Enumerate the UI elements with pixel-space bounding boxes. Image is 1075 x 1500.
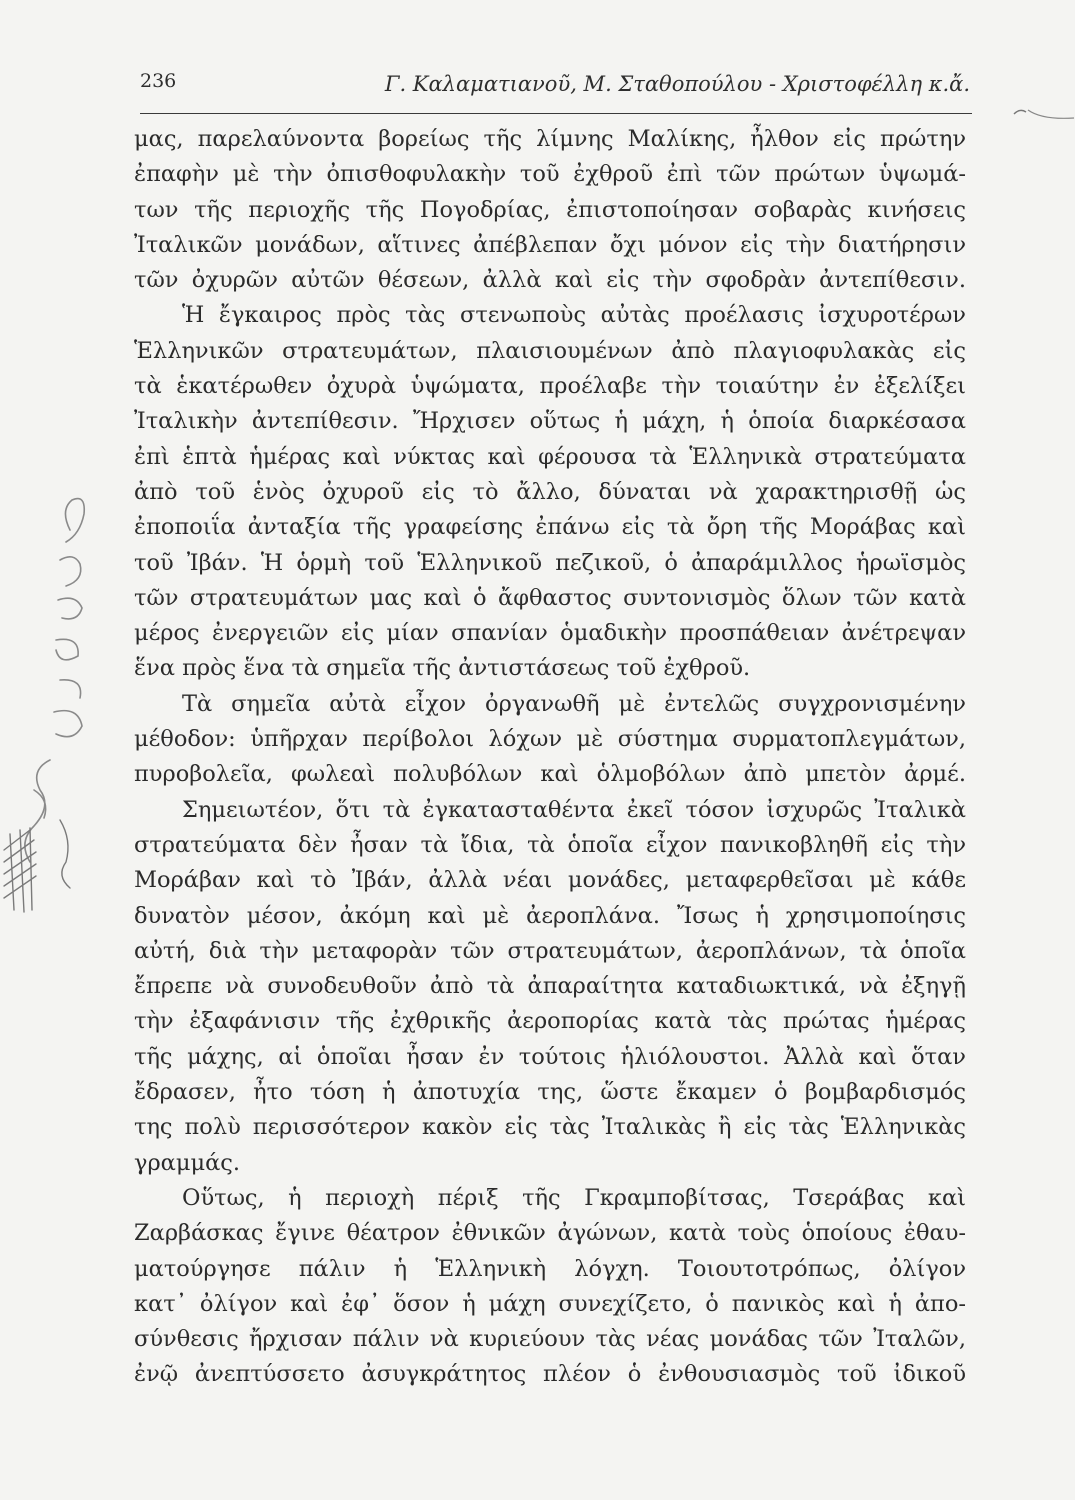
text-line: Σημειωτέον, ὅτι τὰ ἐγκατασταθέντα ἐκεῖ τόσον ἰσχυρῶς Ἰταλικὰ — [182, 796, 966, 823]
text-line: ἔπρεπε νὰ συνοδευθοῦν ἀπὸ τὰ ἀπαραίτητα καταδιωκτικά, νὰ ἐξηγῇ — [134, 973, 966, 1000]
text-line: κατ᾿ ὀλίγον καὶ ἐφ᾿ ὅσον ἡ μάχη συνεχίζετο, ὁ πανικὸς καὶ ἡ ἀπο- — [134, 1290, 966, 1317]
text-line: της πολὺ περισσότερον κακὸν εἰς τὰς Ἰταλικὰς ἢ εἰς τὰς Ἑλληνικὰς — [134, 1114, 966, 1141]
text-line: ἐνῷ ἀνεπτύσσετο ἀσυγκράτητος πλέον ὁ ἐνθουσιασμὸς τοῦ ἰδικοῦ — [134, 1361, 966, 1388]
text-line: πυροβολεῖα, φωλεαὶ πολυβόλων καὶ ὁλμοβόλων ἀπὸ μπετὸν ἀρμέ. — [134, 761, 966, 788]
text-line: Οὕτως, ἡ περιοχὴ πέριξ τῆς Γκραμποβίτσας, Τσεράβας καὶ — [182, 1184, 966, 1211]
running-head: Γ. Καλαματιανοῦ, Μ. Σταθοπούλου - Χριστοφέλλη κ.ἄ. — [384, 72, 970, 96]
text-line: τὰ ἑκατέρωθεν ὀχυρὰ ὑψώματα, προέλαβε τὴν τοιαύτην ἐν ἐξελίξει — [134, 373, 966, 400]
header-rule — [140, 113, 972, 114]
text-line: τῶν ὀχυρῶν αὐτῶν θέσεων, ἀλλὰ καὶ εἰς τὴν σφοδρὰν ἀντεπίθεσιν. — [134, 267, 966, 294]
text-line: Ἰταλικὴν ἀντεπίθεσιν. Ἤρχισεν οὕτως ἡ μάχη, ἡ ὁποία διαρκέσασα — [134, 408, 966, 435]
text-line: ἐποποιΐα ἀνταξία τῆς γραφείσης ἐπάνω εἰς τὰ ὄρη τῆς Μοράβας καὶ — [134, 514, 966, 541]
text-line: ἀπὸ τοῦ ἑνὸς ὀχυροῦ εἰς τὸ ἄλλο, δύναται νὰ χαρακτηρισθῇ ὡς — [134, 478, 966, 505]
corner-pen-mark — [1012, 100, 1075, 130]
text-line: μέρος ἐνεργειῶν εἰς μίαν σπανίαν ὁμαδικὴν προσπάθειαν ἀνέτρεψαν — [134, 620, 966, 647]
text-line: τῶν στρατευμάτων μας καὶ ὁ ἄφθαστος συντονισμὸς ὅλων τῶν κατὰ — [134, 584, 966, 611]
text-line: ἐπὶ ἑπτὰ ἡμέρας καὶ νύκτας καὶ φέρουσα τὰ Ἑλληνικὰ στρατεύματα — [134, 443, 966, 470]
text-line: Ἰταλικῶν μονάδων, αἵτινες ἀπέβλεπαν ὄχι μόνον εἰς τὴν διατήρησιν — [134, 231, 966, 258]
text-line: ἐπαφὴν μὲ τὴν ὀπισθοφυλακὴν τοῦ ἐχθροῦ ἐπὶ τῶν πρώτων ὑψωμά- — [134, 161, 966, 188]
page-number: 236 — [140, 70, 177, 92]
text-line: μέθοδον: ὑπῆρχαν περίβολοι λόχων μὲ σύστημα συρματοπλεγμάτων, — [134, 726, 966, 753]
text-line: γραμμάς. — [134, 1149, 241, 1176]
text-line: ἕνα πρὸς ἕνα τὰ σημεῖα τῆς ἀντιστάσεως τοῦ ἐχθροῦ. — [134, 655, 751, 682]
page-header — [140, 66, 970, 102]
text-line: των τῆς περιοχῆς τῆς Πογοδρίας, ἐπιστοποίησαν σοβαρὰς κινήσεις — [134, 196, 966, 223]
text-line: Ἡ ἔγκαιρος πρὸς τὰς στενωποὺς αὐτὰς προέλασις ἰσχυροτέρων — [182, 302, 966, 329]
text-line: ματούργησε πάλιν ἡ Ἑλληνικὴ λόγχη. Τοιουτοτρόπως, ὀλίγον — [134, 1255, 966, 1282]
body-text — [134, 122, 966, 1393]
text-line: δυνατὸν μέσον, ἀκόμη καὶ μὲ ἀεροπλάνα. Ἴσως ἡ χρησιμοποίησις — [134, 902, 966, 929]
text-line: τὴν ἐξαφάνισιν τῆς ἐχθρικῆς ἀεροπορίας κατὰ τὰς πρώτας ἡμέρας — [134, 1008, 966, 1035]
text-line: τοῦ Ἰβάν. Ἡ ὁρμὴ τοῦ Ἑλληνικοῦ πεζικοῦ, ὁ ἀπαράμιλλος ἡρωϊσμὸς — [134, 549, 966, 576]
text-line: ἔδρασεν, ἦτο τόση ἡ ἀποτυχία της, ὥστε ἔκαμεν ὁ βομβαρδισμός — [134, 1079, 966, 1106]
text-line: Τὰ σημεῖα αὐτὰ εἶχον ὀργανωθῆ μὲ ἐντελῶς συγχρονισμένην — [182, 690, 966, 717]
text-line: αὐτή, διὰ τὴν μεταφορὰν τῶν στρατευμάτων, ἀεροπλάνων, τὰ ὁποῖα — [134, 937, 966, 964]
text-line: Ἑλληνικῶν στρατευμάτων, πλαισιουμένων ἀπὸ πλαγιοφυλακὰς εἰς — [134, 337, 966, 364]
handwritten-margin-note — [0, 490, 115, 920]
text-line: μας, παρελαύνοντα βορείως τῆς λίμνης Μαλίκης, ἦλθον εἰς πρώτην — [134, 126, 966, 152]
text-line: στρατεύματα δὲν ἦσαν τὰ ἴδια, τὰ ὁποῖα εἶχον πανικοβληθῆ εἰς τὴν — [134, 831, 966, 858]
text-line: Μοράβαν καὶ τὸ Ἰβάν, ἀλλὰ νέαι μονάδες, μεταφερθεῖσαι μὲ κάθε — [134, 867, 966, 894]
text-line: τῆς μάχης, αἱ ὁποῖαι ἦσαν ἐν τούτοις ἡλιόλουστοι. Ἀλλὰ καὶ ὅταν — [134, 1043, 966, 1070]
text-line: σύνθεσις ἤρχισαν πάλιν νὰ κυριεύουν τὰς νέας μονάδας τῶν Ἰταλῶν, — [134, 1326, 966, 1353]
text-line: Ζαρβάσκας ἔγινε θέατρον ἐθνικῶν ἀγώνων, κατὰ τοὺς ὁποίους ἐθαυ- — [134, 1220, 966, 1247]
